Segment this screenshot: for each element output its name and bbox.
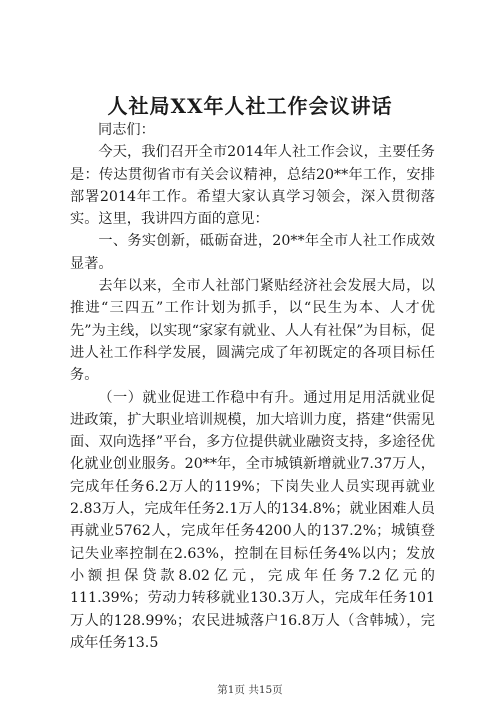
document-title: 人社局XX年人社工作会议讲话: [107, 94, 393, 118]
section-heading-1: 一、务实创新，砥砺奋进，20**年全市人社工作成效显著。: [70, 233, 435, 272]
salutation: 同志们：: [98, 122, 155, 138]
paragraph-overview: 去年以来，全市人社部门紧贴经济社会发展大局，以推进“三四五”工作计划为抓手，以“民生为本、人才优先”为主线，以实现“家家有就业、人人有社保”为目标，促进人社工作科学发展，圆满完成了年初既定的各项目标任务。: [70, 278, 435, 384]
paragraph-opening: 今天，我们召开全市2014年人社工作会议，主要任务是：传达贯彻省市有关会议精神，总结20**年工作，安排部署2014年工作。希望大家认真学习领会，深入贯彻落实。这里，我讲四方面的意见：: [70, 144, 435, 228]
document-body: [70, 119, 435, 654]
paragraph-employment: （一）就业促进工作稳中有升。通过用足用活就业促进政策，扩大职业培训规模，加大培训力度，搭建“供需见面、双向选择”平台，多方位提供就业融资支持，多途径优化就业创业服务。20**年，全市城镇新增就业7.37万人，完成年任务6.2万人的119%；下岗失业人员实现再就业2.83万人，完成年任务2.1万人的134.8%；就业困难人员再就业5762人，完成年任务4200人的137.2%；城镇登记失业率控制在2.63%，控制在目标任务4%以内；发放小额担保贷款8.02亿元，完成年任务7.2亿元的111.39%；劳动力转移就业130.3万人，完成年任务101万人的128.99%；农民进城落户16.8万人（含韩城），完成年任务13.5: [70, 389, 435, 651]
page-footer: 第1页 共15页: [217, 684, 283, 696]
